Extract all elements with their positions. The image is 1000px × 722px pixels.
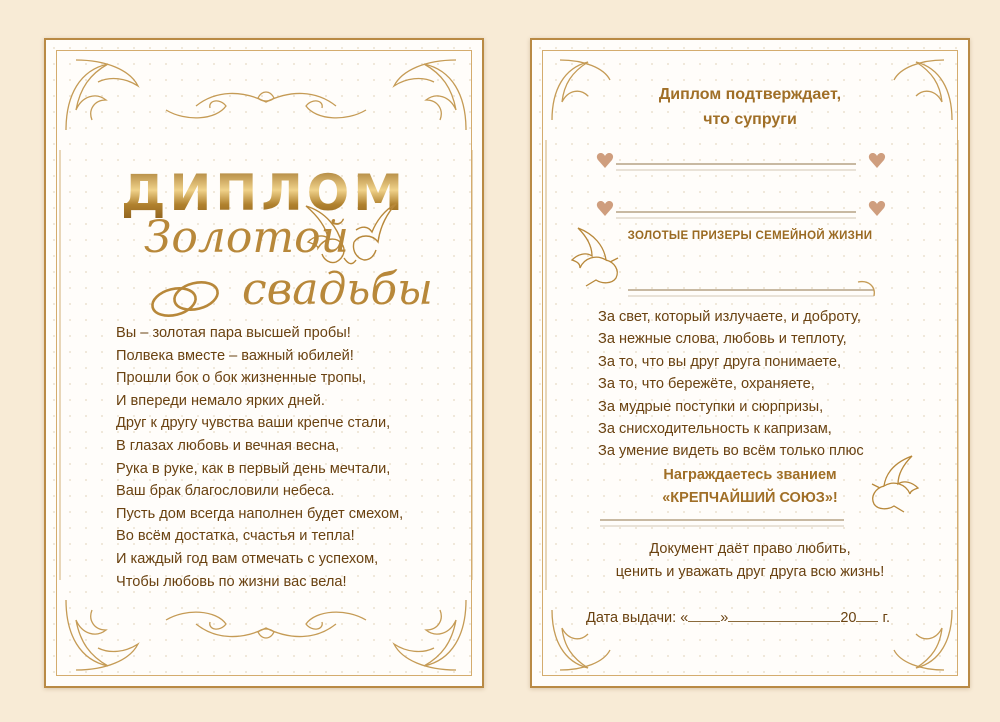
poem-line: Пусть дом всегда наполнен будет смехом, — [116, 505, 404, 522]
script-subtitle-line1: Золотой — [144, 212, 349, 263]
poem-line: Вы – золотая пара высшей пробы! — [116, 325, 351, 341]
right-diploma-page — [530, 38, 970, 688]
close-quote: » — [720, 610, 729, 626]
poem-line: И каждый год вам отмечать с успехом, — [116, 550, 379, 567]
poem-line: В глазах любовь и вечная весна, — [116, 437, 340, 454]
issue-date-row — [586, 607, 890, 626]
poem-line: Прошли бок о бок жизненные тропы, — [116, 370, 367, 387]
year-prefix: 20 — [840, 610, 857, 626]
award-text — [532, 464, 968, 510]
poem-line: Ваш брак благословили небеса. — [116, 483, 335, 500]
open-quote: « — [680, 610, 689, 626]
issue-date-label: Дата выдачи: — [586, 610, 677, 626]
year-blank[interactable] — [856, 607, 878, 622]
left-diploma-page — [44, 38, 484, 688]
poem-line: Полвека вместе – важный юбилей! — [116, 347, 354, 364]
poem-line: Чтобы любовь по жизни вас вела! — [116, 573, 347, 590]
rights-line2: ценить и уважать друг друга всю жизнь! — [615, 564, 885, 580]
poem-line: За мудрые поступки и сюрпризы, — [598, 398, 824, 415]
diploma-title: ДИПЛОМ — [46, 164, 482, 222]
rights-line1: Документ даёт право любить, — [649, 541, 851, 557]
poem-line: И впереди немало ярких дней. — [116, 392, 325, 409]
diploma-subtitle: ЗОЛОТЫЕ ПРИЗЕРЫ СЕМЕЙНОЙ ЖИЗНИ — [627, 230, 873, 242]
poem-line: Рука в руке, как в первый день мечтали, — [116, 460, 391, 477]
poem-line: За то, что бережёте, охраняете, — [598, 376, 815, 393]
poem-line: За то, что вы друг друга понимаете, — [598, 353, 842, 370]
poem-line: За снисходительность к капризам, — [598, 421, 832, 438]
script-subtitle-line2: свадьбы — [242, 264, 434, 315]
poem-line: За нежные слова, любовь и теплоту, — [598, 331, 847, 348]
poem-line: Друг к другу чувства ваши крепче стали, — [116, 415, 391, 432]
poem-left — [116, 322, 456, 593]
poem-line: Во всём достатка, счастья и тепла! — [116, 528, 355, 545]
dove-icon — [566, 224, 626, 294]
poem-right — [598, 306, 928, 463]
heading-line1: Диплом подтверждает, — [658, 86, 842, 103]
diploma-heading — [532, 82, 968, 132]
heading-line2: что супруги — [703, 111, 797, 128]
poem-line: За умение видеть во всём только плюс — [598, 443, 864, 460]
poem-line: За свет, который излучаете, и доброту, — [598, 309, 861, 325]
month-blank[interactable] — [728, 607, 840, 622]
award-line1: Награждаетесь званием — [663, 467, 837, 483]
day-blank[interactable] — [688, 607, 720, 622]
doves-icon — [298, 198, 398, 278]
award-title: «КРЕПЧАЙШИЙ СОЮЗ»! — [662, 490, 838, 506]
wedding-rings-icon — [146, 272, 226, 322]
rights-text — [532, 538, 968, 584]
year-suffix: г. — [882, 610, 891, 626]
